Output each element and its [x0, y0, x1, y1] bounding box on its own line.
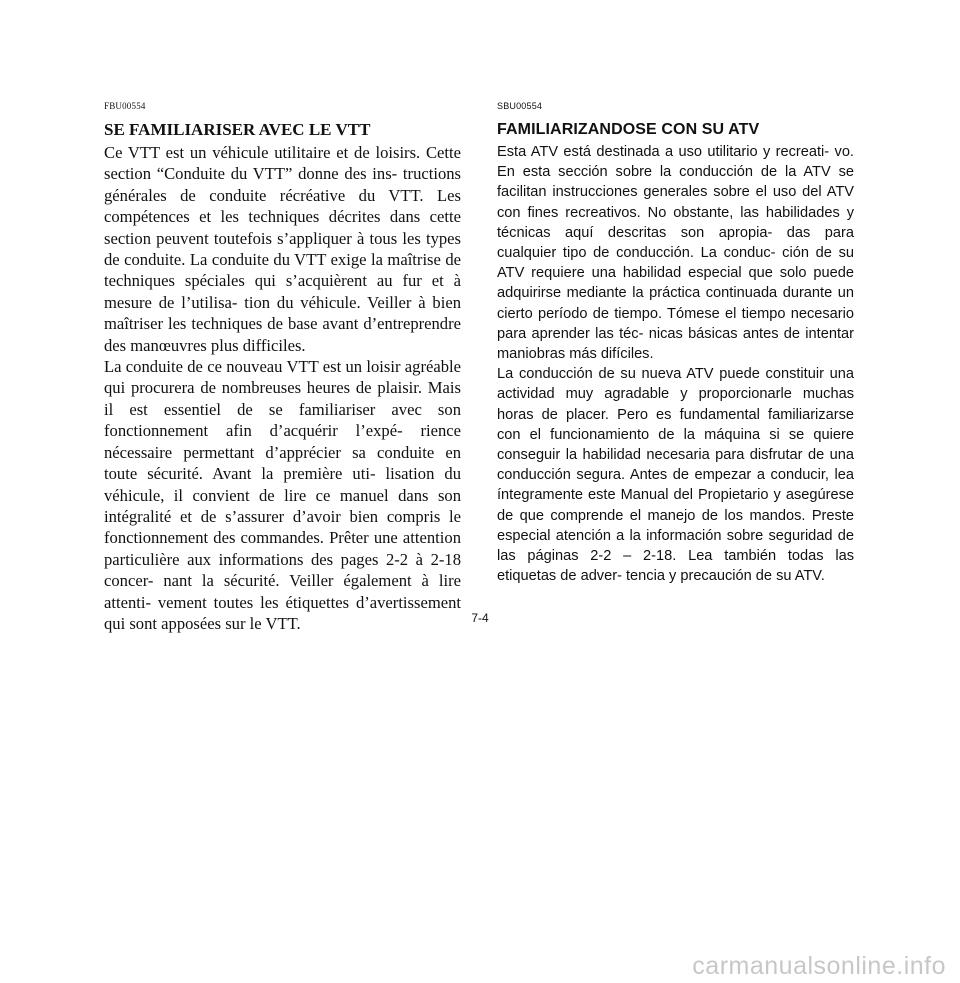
paragraph: La conducción de su nueva ATV puede constituir una actividad muy agradable y proporcionarle muchas horas de placer. Pero es fundamental familiarizarse con el funcionamiento de la máquina si se quiere conseguir la habilidad necesaria para disfrutar de una conducción segura. Antes de empezar a conducir, lea íntegramente este Manual del Propietario y asegúrese de que comprende el manejo de los mandos. Preste especial atención a la información sobre seguridad de las páginas 2-2 – 2-18. Lea también todas las etiquetas de adver- tencia y precaución de su ATV. [497, 366, 854, 585]
section-heading: FAMILIARIZANDOSE CON SU ATV [497, 121, 760, 138]
section-code: SBU00554 [497, 101, 543, 111]
paragraph: La conduite de ce nouveau VTT est un loisir agréable qui procurera de nombreuses heures de plaisir. Mais il est essentiel de se familiariser avec son fonctionnement afin d’acquérir l’expé- rience nécessaire permettant d’apprécier sa conduite en toute sécurité. Avant la première uti- lisation du véhicule, il convient de lire ce manuel dans son intégralité et de s’assurer d’avoir bien compris le fonctionnement des commandes. Prêter une attention particulière aux informations des pages 2-2 à 2-18 concer- nant la sécurité. Veiller également à lire attenti- vement toutes les étiquettes d’avertissement qui sont apposées sur le VTT. [104, 357, 461, 633]
watermark: carmanualsonline.info [692, 952, 946, 980]
french-column [104, 100, 461, 634]
spanish-column [497, 100, 854, 586]
paragraph: Esta ATV está destinada a uso utilitario y recreati- vo. En esta sección sobre la conducción de la ATV se facilitan instrucciones generales sobre el uso del ATV con fines recreativos. No obstante, las habilidades y técnicas aquí descritas son apropia- das para cualquier tipo de conducción. La conduc- ción de su ATV requiere una habilidad especial que solo puede adquirirse mediante la práctica continuada durante un cierto período de tiempo. Tómese el tiempo necesario para aprender las téc- nicas básicas antes de intentar maniobras más difíciles. [497, 144, 854, 363]
section-code: FBU00554 [104, 101, 146, 111]
section-heading: SE FAMILIARISER AVEC LE VTT [104, 120, 371, 139]
page-number: 7-4 [471, 611, 489, 625]
paragraph: Ce VTT est un véhicule utilitaire et de loisirs. Cette section “Conduite du VTT” donne des ins- tructions générales de conduite récréative du VTT. Les compétences et les techniques décrites dans cette section peuvent toutefois s’appliquer à tous les types de conduite. La conduite du VTT exige la maîtrise de techniques spéciales qui s’acquièrent au fur et à mesure de l’utilisa- tion du véhicule. Veiller à bien maîtriser les techniques de base avant d’entreprendre des manœuvres plus difficiles. [104, 143, 461, 355]
